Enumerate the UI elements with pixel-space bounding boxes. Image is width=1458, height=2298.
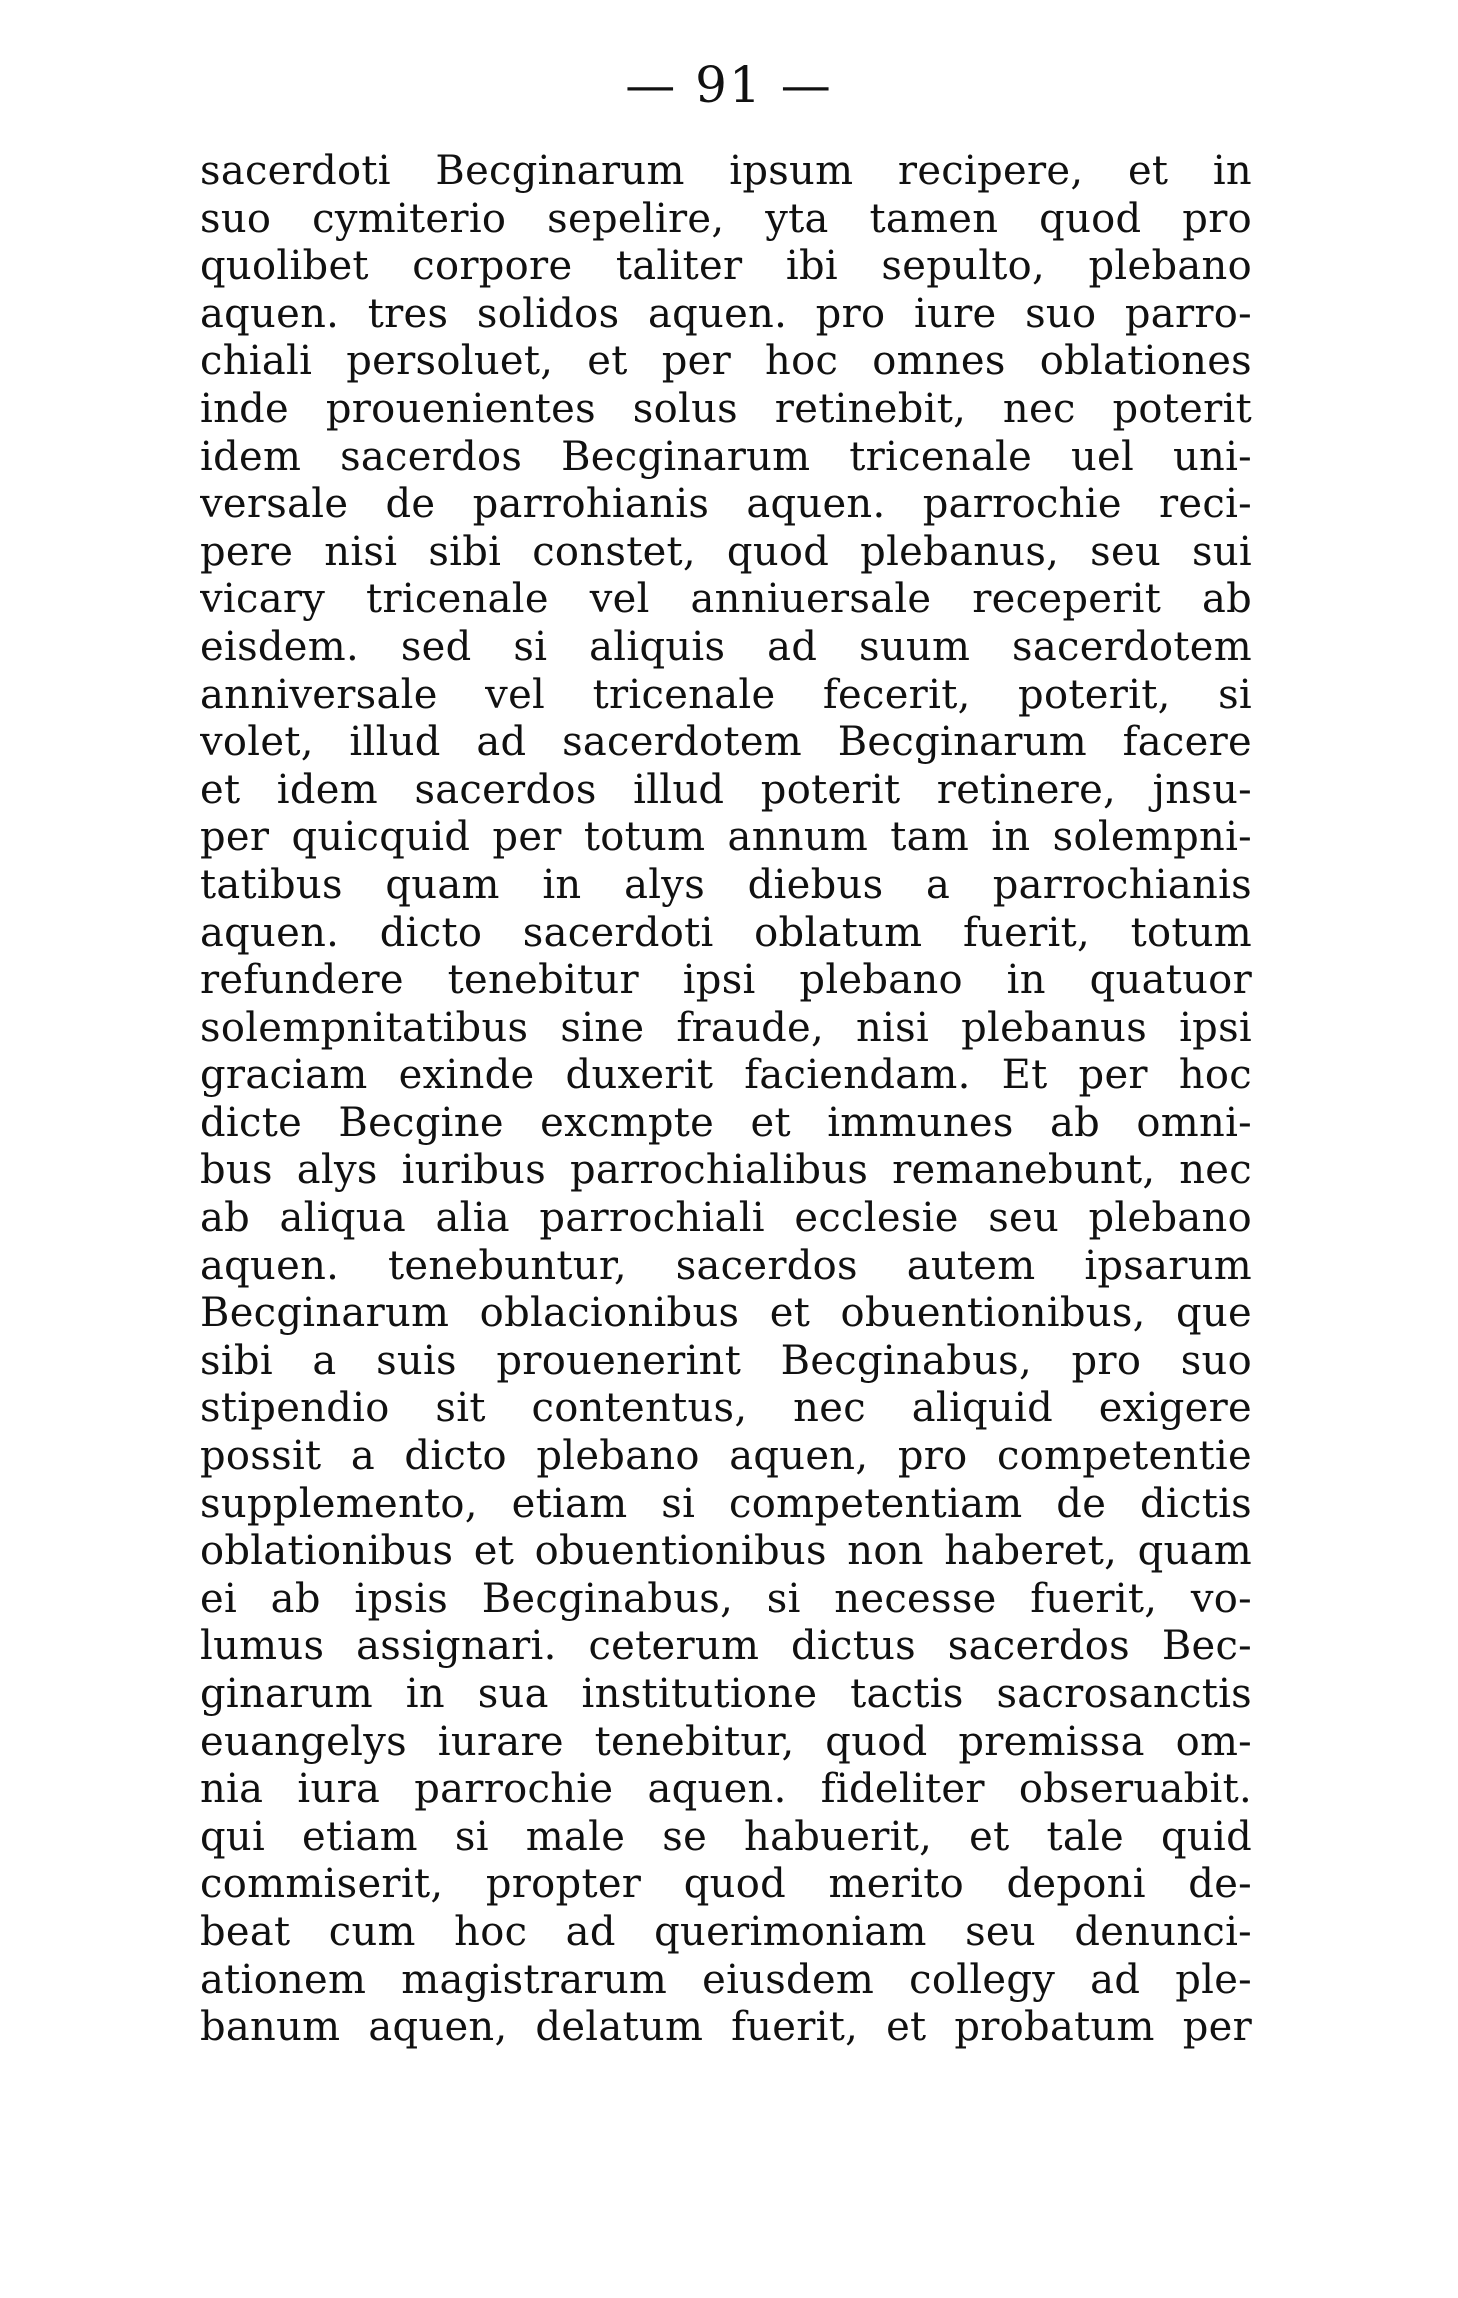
text-line: solempnitatibus sine fraude, nisi plebanus ipsi — [200, 1004, 1252, 1051]
text-line: versale de parrohianis aquen. parrochie reci- — [200, 481, 1252, 528]
text-line: volet, illud ad sacerdotem Becginarum facere — [200, 719, 1252, 766]
text-line: sacerdoti Becginarum ipsum recipere, et in — [200, 148, 1252, 194]
text-line: quolibet corpore taliter ibi sepulto, plebano — [200, 243, 1252, 290]
text-line: commiserit, propter quod merito deponi de- — [200, 1861, 1252, 1908]
text-line: ginarum in sua institutione tactis sacrosanctis — [200, 1671, 1252, 1717]
text-line: supplemento, etiam si competentiam de dictis — [200, 1480, 1252, 1527]
text-line: tatibus quam in alys diebus a parrochianis — [200, 861, 1252, 908]
text-line: possit a dicto plebano aquen, pro competentie — [200, 1433, 1252, 1480]
text-line: aquen. tres solidos aquen. pro iure suo parro- — [200, 290, 1252, 337]
text-line: dicte Becgine excmpte et immunes ab omni- — [200, 1099, 1252, 1146]
text-line: inde prouenientes solus retinebit, nec poterit — [200, 385, 1252, 432]
page-number: — 91 — — [625, 56, 833, 114]
text-line: sibi a suis prouenerint Becginabus, pro suo — [200, 1337, 1252, 1384]
text-line: ei ab ipsis Becginabus, si necesse fuerit, vo- — [200, 1575, 1252, 1622]
text-line: graciam exinde duxerit faciendam. Et per hoc — [200, 1052, 1252, 1099]
text-line: anniversale vel tricenale fecerit, poterit, si — [200, 671, 1252, 718]
text-line: stipendio sit contentus, nec aliquid exigere — [200, 1385, 1252, 1432]
text-line: pere nisi sibi constet, quod plebanus, seu sui — [200, 528, 1252, 575]
text-line: bus alys iuribus parrochialibus remanebunt, nec — [200, 1147, 1252, 1194]
text-line: vicary tricenale vel anniuersale receperit ab — [200, 576, 1252, 623]
text-line: eisdem. sed si aliquis ad suum sacerdotem — [200, 623, 1252, 670]
text-line: chiali persoluet, et per hoc omnes oblationes — [200, 338, 1252, 385]
text-line: suo cymiterio sepelire, yta tamen quod pro — [200, 195, 1252, 242]
text-line: refundere tenebitur ipsi plebano in quatuor — [200, 957, 1252, 1004]
text-line: et idem sacerdos illud poterit retinere, jnsu- — [200, 766, 1252, 813]
text-line: beat cum hoc ad querimoniam seu denunci- — [200, 1908, 1252, 1955]
text-line: qui etiam si male se habuerit, et tale quid — [200, 1813, 1252, 1860]
text-line: aquen. dicto sacerdoti oblatum fuerit, totum — [200, 909, 1252, 956]
text-line: per quicquid per totum annum tam in solempni- — [200, 814, 1252, 861]
text-line: ab aliqua alia parrochiali ecclesie seu plebano — [200, 1195, 1252, 1242]
text-line: idem sacerdos Becginarum tricenale uel uni- — [200, 433, 1252, 480]
body-text — [200, 148, 1252, 2052]
text-line: banum aquen, delatum fuerit, et probatum per — [200, 2004, 1252, 2051]
text-line: oblationibus et obuentionibus non haberet, quam — [200, 1528, 1252, 1575]
text-line: euangelys iurare tenebitur, quod premissa om- — [200, 1718, 1252, 1765]
text-line: Becginarum oblacionibus et obuentionibus, que — [200, 1290, 1252, 1337]
text-line: ationem magistrarum eiusdem collegy ad ple- — [200, 1956, 1252, 2003]
text-line: aquen. tenebuntur, sacerdos autem ipsarum — [200, 1242, 1252, 1289]
text-line: nia iura parrochie aquen. fideliter obseruabit. — [200, 1766, 1252, 1813]
text-line: lumus assignari. ceterum dictus sacerdos Bec- — [200, 1623, 1252, 1670]
